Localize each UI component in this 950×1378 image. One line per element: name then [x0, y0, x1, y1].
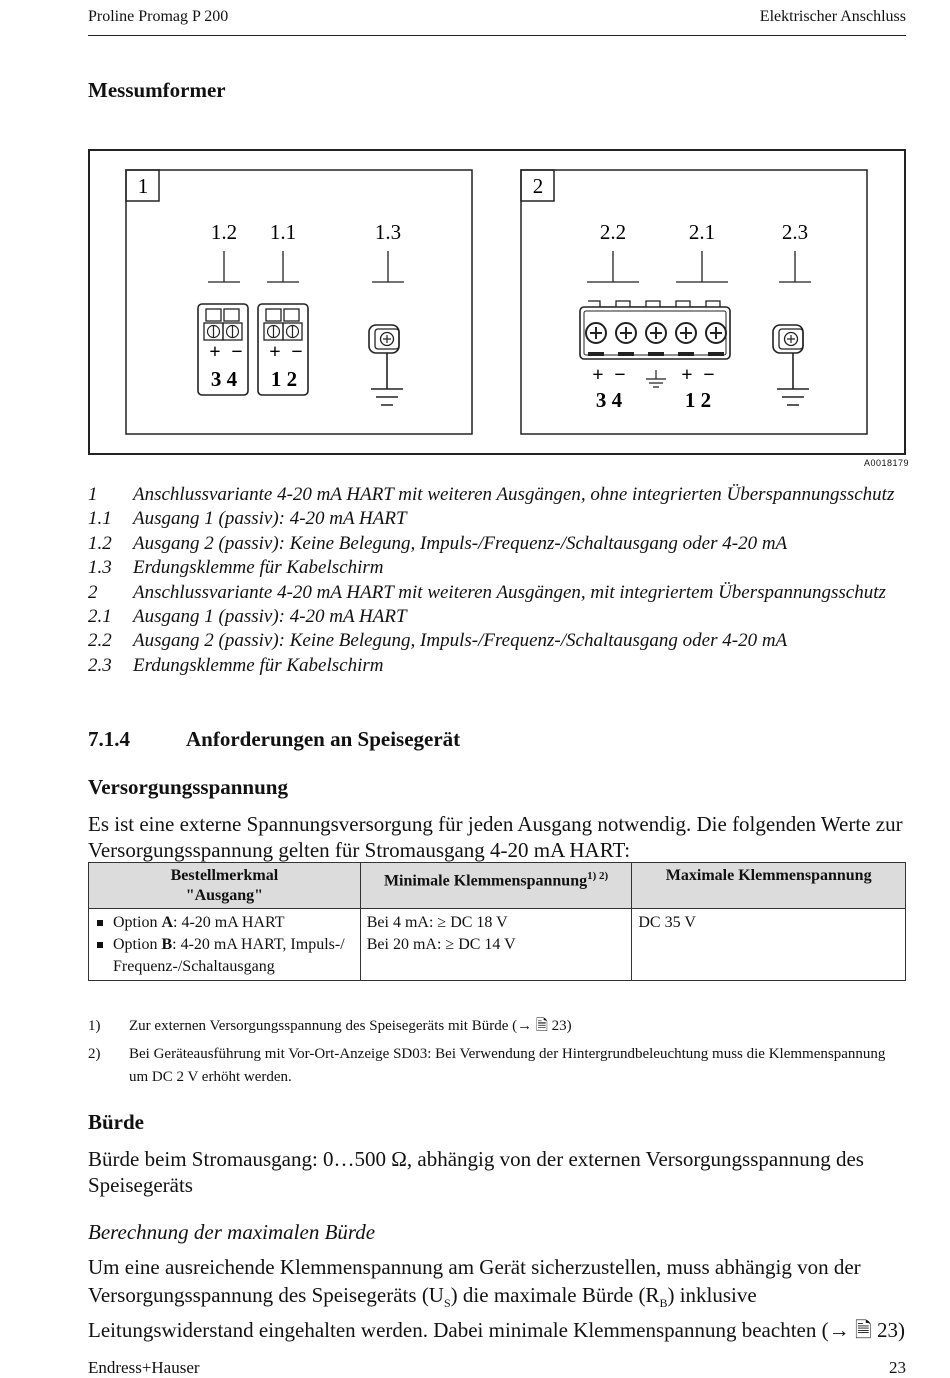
table-header-min-voltage: Minimale Klemmenspannung$^{1) 2)}$	[360, 863, 632, 909]
table-header-max-voltage: Maximale Klemmenspannung	[632, 863, 906, 909]
legend-item: 1.3 Erdungsklemme für Kabelschirm	[88, 557, 384, 579]
label-2-3: 2.3	[781, 220, 809, 244]
label-1-3: 1.3	[374, 220, 402, 244]
buerde-subheading: Berechnung der maximalen Bürde	[88, 1220, 376, 1244]
figure-id: A0018179	[864, 458, 910, 468]
legend-item: 2.1 Ausgang 1 (passiv): 4-20 mA HART	[88, 606, 407, 628]
terminal-block-1-2	[258, 304, 308, 395]
svg-text:−: −	[231, 341, 243, 363]
table-cell-options	[89, 909, 361, 981]
header-title: Proline Promag P 200	[88, 8, 229, 25]
subsection-title: Anforderungen an Speisegerät	[186, 727, 461, 751]
table-cell-min: Bei 4 mA: ≥ DC 18 V Bei 20 mA: ≥ DC 14 V	[360, 909, 632, 981]
versorgung-text: Es ist eine externe Spannungsversorgung für jeden Ausgang notwendig. Die folgenden Werte zur Versorgungsspannung gelten für Stromausgang 4-20 mA HART:	[88, 812, 903, 862]
svg-text:−: −	[703, 364, 715, 386]
legend-item: 1 Anschlussvariante 4-20 mA HART mit weiteren Ausgängen, ohne integrierten Überspannungsschutz	[88, 484, 895, 505]
panel-2-id: 2	[532, 174, 544, 198]
list-item: Option A: 4-20 mA HART	[95, 912, 354, 934]
ground-clamp-2-3	[773, 325, 809, 405]
header-chapter: Elektrischer Anschluss	[759, 8, 906, 25]
terminals-1-2: 1 2	[270, 367, 298, 391]
table-row	[89, 909, 906, 981]
wiring-figure	[88, 149, 906, 455]
panel-1-id: 1	[137, 174, 149, 198]
label-2-1: 2.1	[688, 220, 716, 244]
label-1-1: 1.1	[269, 220, 297, 244]
legend-item: 1.2 Ausgang 2 (passiv): Keine Belegung, Impuls-/Frequenz-/Schaltausgang oder 4-20 mA	[88, 532, 788, 554]
svg-text:+: +	[592, 364, 604, 386]
terminals-3-4: 3 4	[595, 388, 623, 412]
list-item: Option B: 4-20 mA HART, Impuls-/ Frequenz-/Schaltausgang	[95, 934, 354, 978]
footnote: 2) Bei Geräteausführung mit Vor-Ort-Anzeige SD03: Bei Verwendung der Hintergrundbeleuchtung muss die Klemmenspannung um DC 2 V erhöht werden.	[88, 1046, 886, 1085]
legend-item: 2.2 Ausgang 2 (passiv): Keine Belegung, Impuls-/Frequenz-/Schaltausgang oder 4-20 mA	[88, 630, 788, 652]
table-header-row	[89, 863, 906, 909]
label-2-2: 2.2	[599, 220, 627, 244]
panel-1	[126, 170, 472, 434]
supply-voltage-table	[88, 862, 906, 981]
terminal-block-3-4	[198, 304, 248, 395]
ground-symbol-icon	[646, 370, 666, 387]
terminals-1-2: 1 2	[684, 388, 712, 412]
legend-item: 2 Anschlussvariante 4-20 mA HART mit weiteren Ausgängen, mit integriertem Überspannungsschutz	[88, 581, 886, 603]
svg-text:+: +	[269, 341, 281, 363]
subsection-number: 7.1.4	[88, 727, 130, 751]
svg-text:−: −	[614, 364, 626, 386]
buerde-calc-text: Um eine ausreichende Klemmenspannung am Gerät sicherzustellen, muss abhängig von der Versorgungsspannung des Speisegeräts $(U_S)$ die maximale Bürde $(R_B)$ inklusive Leitungswiderstand eingehalten werden. Dabei minimale Klemmenspannung beachten (→ 🗎 23)	[88, 1255, 905, 1343]
page-number: 23	[889, 1358, 906, 1377]
panel-2	[521, 170, 867, 434]
ground-clamp-1-3	[369, 325, 403, 405]
svg-text:−: −	[291, 341, 303, 363]
terminals-3-4: 3 4	[210, 367, 238, 391]
table-header-order-feature: Bestellmerkmal "Ausgang"	[89, 863, 361, 909]
versorgung-heading: Versorgungsspannung	[88, 775, 288, 799]
figure-legend	[88, 483, 928, 678]
svg-text:+: +	[209, 341, 221, 363]
svg-text:+: +	[681, 364, 693, 386]
footer-brand: Endress+Hauser	[88, 1358, 200, 1377]
header-rule	[88, 35, 906, 36]
surge-terminal-strip	[580, 301, 730, 412]
buerde-text: Bürde beim Stromausgang: 0…500 Ω, abhängig von der externen Versorgungsspannung des Speisegeräts	[88, 1147, 864, 1197]
footnote: 1) Zur externen Versorgungsspannung des Speisegeräts mit Bürde (→ 🗎 23)	[88, 1018, 572, 1034]
section-title: Messumformer	[88, 78, 226, 102]
table-cell-max: DC 35 V	[632, 909, 906, 981]
legend-item: 1.1 Ausgang 1 (passiv): 4-20 mA HART	[88, 508, 407, 530]
legend-item: 2.3 Erdungsklemme für Kabelschirm	[88, 654, 384, 676]
label-1-2: 1.2	[210, 220, 238, 244]
buerde-heading: Bürde	[88, 1110, 145, 1134]
